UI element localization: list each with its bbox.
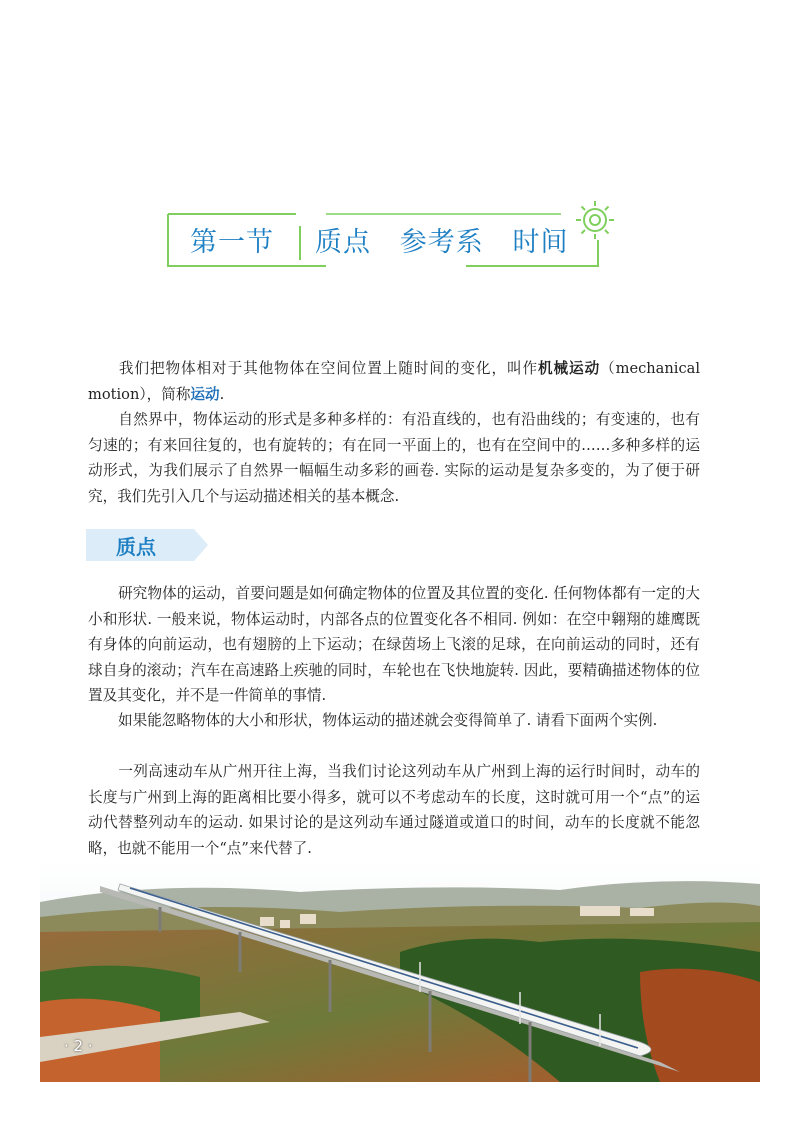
- header-divider: [299, 226, 301, 260]
- body-paragraph-3: [88, 759, 700, 861]
- term-motion: 运动: [190, 385, 220, 403]
- body-paragraph-2: [88, 708, 700, 734]
- intro-text-2: 自然界中，物体运动的形式是多种多样的：有沿直线的，也有沿曲线的；有变速的，也有匀速的；有来回往复的，也有旋转的；有在同一平面上的，也有在空间中的……多种多样的运动形式，为我们展示了自然界一幅幅生动多彩的画卷. 实际的运动是复杂多变的，为了便于研究，我们先引入几个与运动描述相关的基本概念.: [88, 411, 700, 505]
- section-title: 质点 参考系 时间: [315, 227, 569, 258]
- intro-paragraph-1: [88, 356, 700, 407]
- gear-icon: [570, 195, 620, 245]
- subsection-title: 质点: [116, 535, 156, 559]
- intro-text-end: .: [219, 385, 225, 403]
- section-number: 第一节: [190, 227, 274, 258]
- body-text-3: 一列高速动车从广州开往上海，当我们讨论这列动车从广州到上海的运行时间时，动车的长度与广州到上海的距离相比要小得多，就可以不考虑动车的长度，这时就可用一个“点”的运动代替整列动车的运动. 如果讨论的是这列动车通过隧道或道口的时间，动车的长度就不能忽略，也就不能用一个“点”来代替了.: [88, 763, 700, 857]
- page-number: · 2 ·: [64, 1037, 93, 1055]
- body-paragraph-1: [88, 581, 700, 709]
- intro-text: 我们把物体相对于其他物体在空间位置上随时间的变化，叫作: [118, 360, 539, 377]
- term-mechanical-motion: 机械运动: [538, 360, 601, 377]
- train-photo: [40, 862, 760, 1082]
- body-text-1: 研究物体的运动，首要问题是如何确定物体的位置及其位置的变化. 任何物体都有一定的大小和形状. 一般来说，物体运动时，内部各点的位置变化各不相同. 例如：在空中翱翔的雄鹰既有身体的向前运动，也有翅膀的上下运动；在绿茵场上飞滚的足球，在向前运动的同时，还有球自身的滚动；汽车在高速路上疾驰的同时，车轮也在飞快地旋转. 因此，要精确描述物体的位置及其变化，并不是一件简单的事情.: [88, 585, 700, 704]
- intro-paragraph-2: [88, 407, 700, 509]
- body-text-2: 如果能忽略物体的大小和形状，物体运动的描述就会变得简单了. 请看下面两个实例.: [118, 712, 658, 729]
- intro-text-mid: （mechanical motion），简称: [88, 360, 700, 403]
